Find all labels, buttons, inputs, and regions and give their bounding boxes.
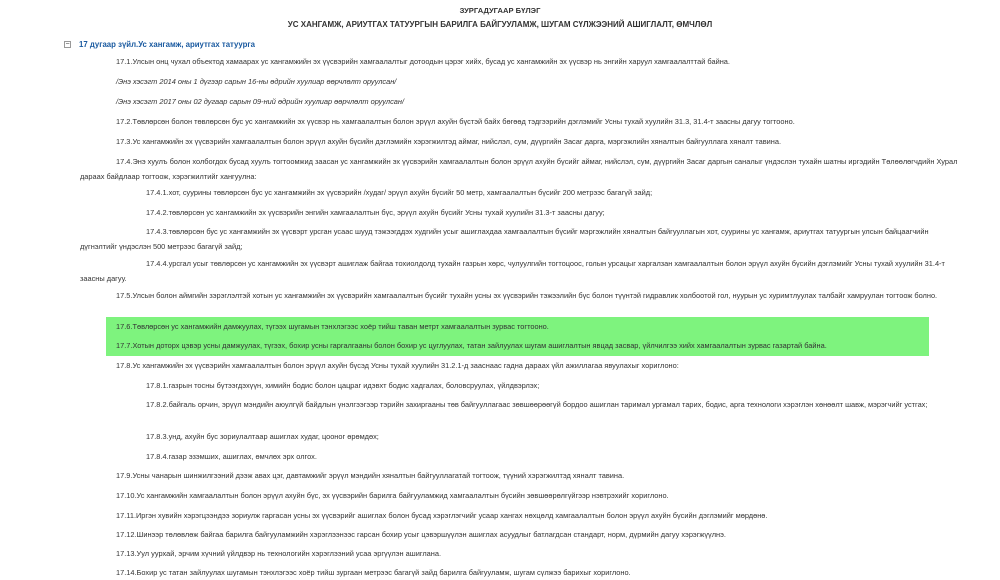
paragraph-17-12: 17.12.Шинээр төлөвлөж байгаа барилга байгууламжийн хэрэглээнээс гарсан бохир усыг цэвэршүүлэн ашиглах асуудлыг батлагдсан стандарт, норм, дүрмийн дагуу хэрэгжүүлнэ.: [116, 530, 726, 539]
section-heading: ЗУРГАДУГААР БҮЛЭГ: [459, 6, 541, 15]
collapse-toggle-icon[interactable]: −: [65, 41, 70, 48]
paragraph-17-11: 17.11.Иргэн хувийн хэрэгцээндээ зориулж гаргасан усны эх үүсвэрийг ашиглах болон бусад хэрэглэгчийг усаар хангах нөхцөлд хамгаалалтын болон эрүүл ахуйн бүсийн дэглэмийг мөрдөнө.: [116, 511, 768, 520]
paragraph-17-9: 17.9.Усны чанарын шинжилгээний дээж авах цэг, давтамжийг эрүүл мэндийн хяналтын байгууллагатай тогтоож, түүний хэрэгжилтэд хяналт тавина.: [116, 471, 625, 480]
paragraph-17-14: 17.14.Бохир ус татан зайлуулах шугамын тэнхлэгээс хоёр тийш зургаан метрээс багагүй зайд барилга байгууламж, шугам сүлжээ барихыг хориглоно.: [116, 568, 631, 577]
paragraph-17-8-3: 17.8.3.унд, ахуйн бус зориулалтаар ашиглах худаг, цооног өрөмдөх;: [146, 432, 379, 441]
paragraph-17-8-2: 17.8.2.байгаль орчин, эрүүл мэндийн аюулгүй байдлын үнэлгээгээр тэрийн захиргааны төв байгууллагаас зөвшөөрөөгүй бордоо ашиглан таримал ургамал тарих, бодис, арга технологи хэрэглэн хөнөөлт шавж, мэрэгчийг устгах;: [146, 400, 928, 409]
article-header: [64, 40, 255, 49]
paragraph-17-4-2: 17.4.2.төвлөрсөн ус хангамжийн эх үүсвэрийн энгийн хамгаалалтын бүс, эрүүл ахуйн бүсийг Усны тухай хуулийн 31.3-т заасны дагуу;: [146, 208, 605, 217]
paragraph-17-10: 17.10.Ус хангамжийн хамгаалалтын болон эрүүл ахуйн бүс, эх үүсвэрийн барилга байгууламжид хамгаалалтын бүсийн зөвшөөрөлгүйгээр нэвтрэхийг хориглоно.: [116, 491, 669, 500]
paragraph-17-4-1: 17.4.1.хот, суурины төвлөрсөн бус ус хангамжийн эх үүсвэрийн /худаг/ эрүүл ахуйн бүсийг 50 метр, хамгаалалтын бүсийг 200 метрээс багагүй зайд;: [146, 188, 653, 197]
chapter-heading: УС ХАНГАМЖ, АРИУТГАХ ТАТУУРГЫН БАРИЛГА БАЙГУУЛАМЖ, ШУГАМ СҮЛЖЭЭНИЙ АШИГЛАЛТ, ӨМЧЛӨЛ: [287, 20, 713, 29]
paragraph-17-6: 17.6.Төвлөрсөн ус хангамжийн дамжуулах, түгээх шугамын тэнхлэгээс хоёр тийш таван метрт хамгаалалтын зурвас тогтооно.: [116, 322, 549, 331]
paragraph-17-8: 17.8.Ус хангамжийн эх үүсвэрийн хамгаалалтын болон эрүүл ахуйн бүсэд Усны тухай хуулийн 31.2.1-д зааснаас гадна дараах үйл ажиллагаа явуулахыг хориглоно:: [116, 361, 679, 370]
paragraph-17-7: 17.7.Хотын доторх цэвэр усны дамжуулах, түгээх, бохир усны гаргалгааны болон бохир ус цуглуулах, татан зайлуулах шугам ашиглалтын явцад засвар, үйлчилгээ хийх хамгаалалтын зурвас газартай байна.: [116, 341, 827, 350]
paragraph-17-4-4: 17.4.4.урсгал усыг төвлөрсөн ус хангамжийн эх үүсвэрт ашиглаж байгаа тохиолдолд тухайн газрын хөрс, чулуулгийн тогтоцоос, голын урсацыг харгалзан хамгаалалтын болон эрүүл ахуйн бүсийн дэглэмийг Усны тухай хуулийн 31.4-т заасны дагуу.: [80, 259, 945, 283]
amendment-note-1: /Энэ хэсэгт 2014 оны 1 дүгээр сарын 16-ны өдрийн хуулиар өөрчлөлт оруулсан/: [116, 77, 397, 86]
amendment-note-2: /Энэ хэсэгт 2017 оны 02 дугаар сарын 09-ний өдрийн хуулиар өөрчлөлт оруулсан/: [116, 97, 405, 106]
paragraph-17-2: 17.2.Төвлөрсөн болон төвлөрсөн бус ус хангамжийн эх үүсвэр нь хамгаалалтын болон эрүүл ахуйн бүстэй байх бөгөөд тэдгээрийн дэглэмийг Усны тухай хуулийн 31.3, 31.4-т заасны дагуу тогтооно.: [116, 117, 795, 126]
paragraph-17-5: 17.5.Улсын болон аймгийн зэрэглэлтэй хотын ус хангамжийн эх үүсвэрийн хамгаалалтын бүсийг тухайн усны эх үүсвэрийн тэжээлийн бүс болон түүнтэй гидравлик холбоотой гол, нуурын ус хуримтлуулах талбайг хамруулан тогтоож болно.: [116, 291, 938, 300]
paragraph-17-8-4: 17.8.4.газар эзэмших, ашиглах, өмчлөх эрх олгох.: [146, 452, 317, 461]
paragraph-17-4-3: 17.4.3.төвлөрсөн бус ус хангамжийн эх үүсвэрт урсган усаас шууд тэжээгддэх худгийн усыг ашиглахдаа хамгаалалтын бүсийг мэргэжлийн хяналтын байгууллагын хот, суурины ус хангамж, ариутгах татуургын улсын байцаагчийн дүгнэлтийг үндэслэн 500 метрээс багагүй зайд;: [80, 227, 929, 251]
article-title-link[interactable]: 17 дугаар зүйл.Ус хангамж, ариутгах татуурга: [79, 40, 255, 49]
paragraph-17-8-1: 17.8.1.газрын тосны бүтээгдэхүүн, химийн бодис болон цацраг идэвхт бодис хадгалах, боловсруулах, үйлдвэрлэх;: [146, 381, 540, 390]
paragraph-17-1: 17.1.Улсын онц чухал объектод хамаарах ус хангамжийн эх үүсвэрийн хамгаалалтыг дотоодын цэрэг хийх, бусад ус хангамжийн эх үүсвэр нь энгийн харуул хамгаалалттай байна.: [116, 57, 730, 66]
paragraph-17-3: 17.3.Ус хангамжийн эх үүсвэрийн хамгаалалтын болон эрүүл ахуйн бүсийн дэглэмийн хэрэгжилтэд аймаг, нийслэл, сум, дүүргийн Засаг дарга, мэргэжлийн хяналтын байгууллага хяналт тавина.: [116, 137, 782, 146]
paragraph-17-4: 17.4.Энэ хуулъ болон холбогдох бусад хуулъ тогтоомжид заасан ус хангамжийн эх үүсвэрийн хамгаалалтын болон эрүүл ахуйн бүсийг аймаг, нийслэл, сум, дүүргийн Засаг даргын саналыг үндэслэн тухайн шатны иргэдийн Төлөөлөгчдийн Хурал дараах байдлаар тогтоож, хэрэгжилтийг хангуулна:: [80, 157, 958, 181]
paragraph-17-13: 17.13.Уул уурхай, эрчим хүчний үйлдвэр нь технологийн хэрэглээний усаа эргүүлэн ашиглана.: [116, 549, 442, 558]
